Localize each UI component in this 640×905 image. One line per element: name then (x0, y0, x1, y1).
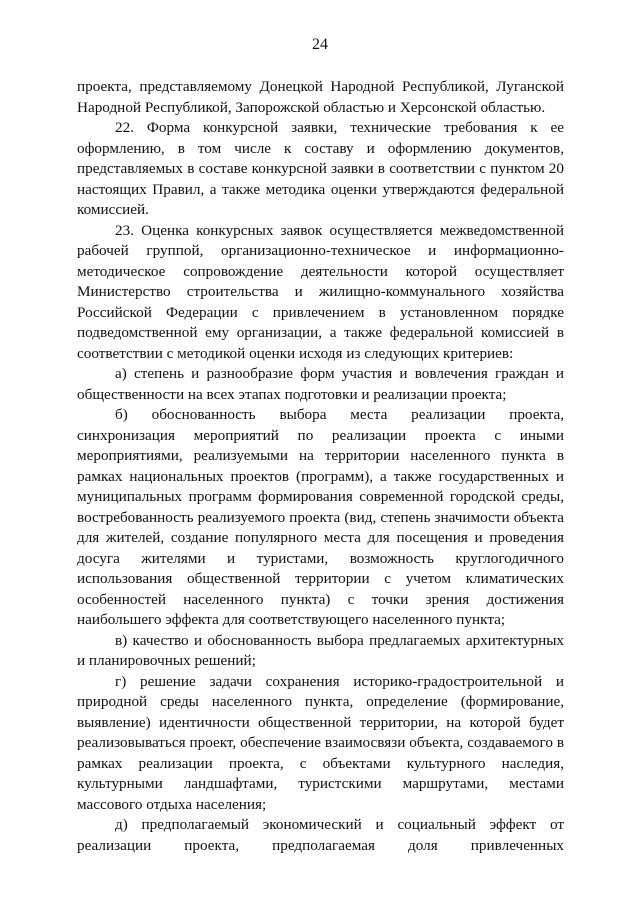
criterion-b: б) обоснованность выбора места реализации проекта, синхронизация мероприятий по реализации проекта с иными мероприятиями, реализуемыми на территории населенного пункта в рамках национальных проектов (программ), а также государственных и муниципальных программ формирования современной городской среды, востребованность реализуемого проекта (вид, степень значимости объекта для жителей, создание популярного места для посещения и проведения досуга жителями и туристами, возможность круглогодичного использования общественной территории с учетом климатических особенностей населенного пункта) с точки зрения достижения наибольшего эффекта для соответствующего населенного пункта; (77, 406, 564, 628)
criterion-g: г) решение задачи сохранения историко-градостроительной и природной среды населенного пункта, определение (формирование, выявление) идентичности общественной территории, на которой будет реализовываться проект, обеспечение взаимосвязи объекта, создаваемого в рамках реализации проекта, с объектами культурного наследия, культурными ландшафтами, туристскими маршрутами, местами массового отдыха населения; (77, 672, 564, 813)
paragraph-item-22: 22. Форма конкурсной заявки, технические требования к ее оформлению, в том числе к составу и оформлению документов, представляемых в составе конкурсной заявки в соответствии с пунктом 20 настоящих Правил, а также методика оценки утверждаются федеральной комиссией. (77, 119, 564, 218)
criterion-a: а) степень и разнообразие форм участия и вовлечения граждан и общественности на всех этапах подготовки и реализации проекта; (77, 365, 564, 403)
paragraph-item-23: 23. Оценка конкурсных заявок осуществляется межведомственной рабочей группой, организационно-техническое и информационно-методическое сопровождение деятельности которой осуществляет Министерство строительства и жилищно-коммунального хозяйства Российской Федерации с привлечением в установленном порядке подведомственной ему организации, а также федеральной комиссией в соответствии с методикой оценки исходя из следующих критериев: (77, 221, 564, 362)
criterion-v: в) качество и обоснованность выбора предлагаемых архитектурных и планировочных решений; (77, 631, 564, 669)
body-text (77, 77, 564, 856)
page-number: 24 (312, 36, 328, 53)
paragraph-continuation: проекта, представляемому Донецкой Народной Республикой, Луганской Народной Республикой, Запорожской областью и Херсонской областью. (77, 78, 564, 116)
criterion-d: д) предполагаемый экономический и социальный эффект от реализации проекта, предполагаемая доля привлеченных (77, 816, 564, 854)
